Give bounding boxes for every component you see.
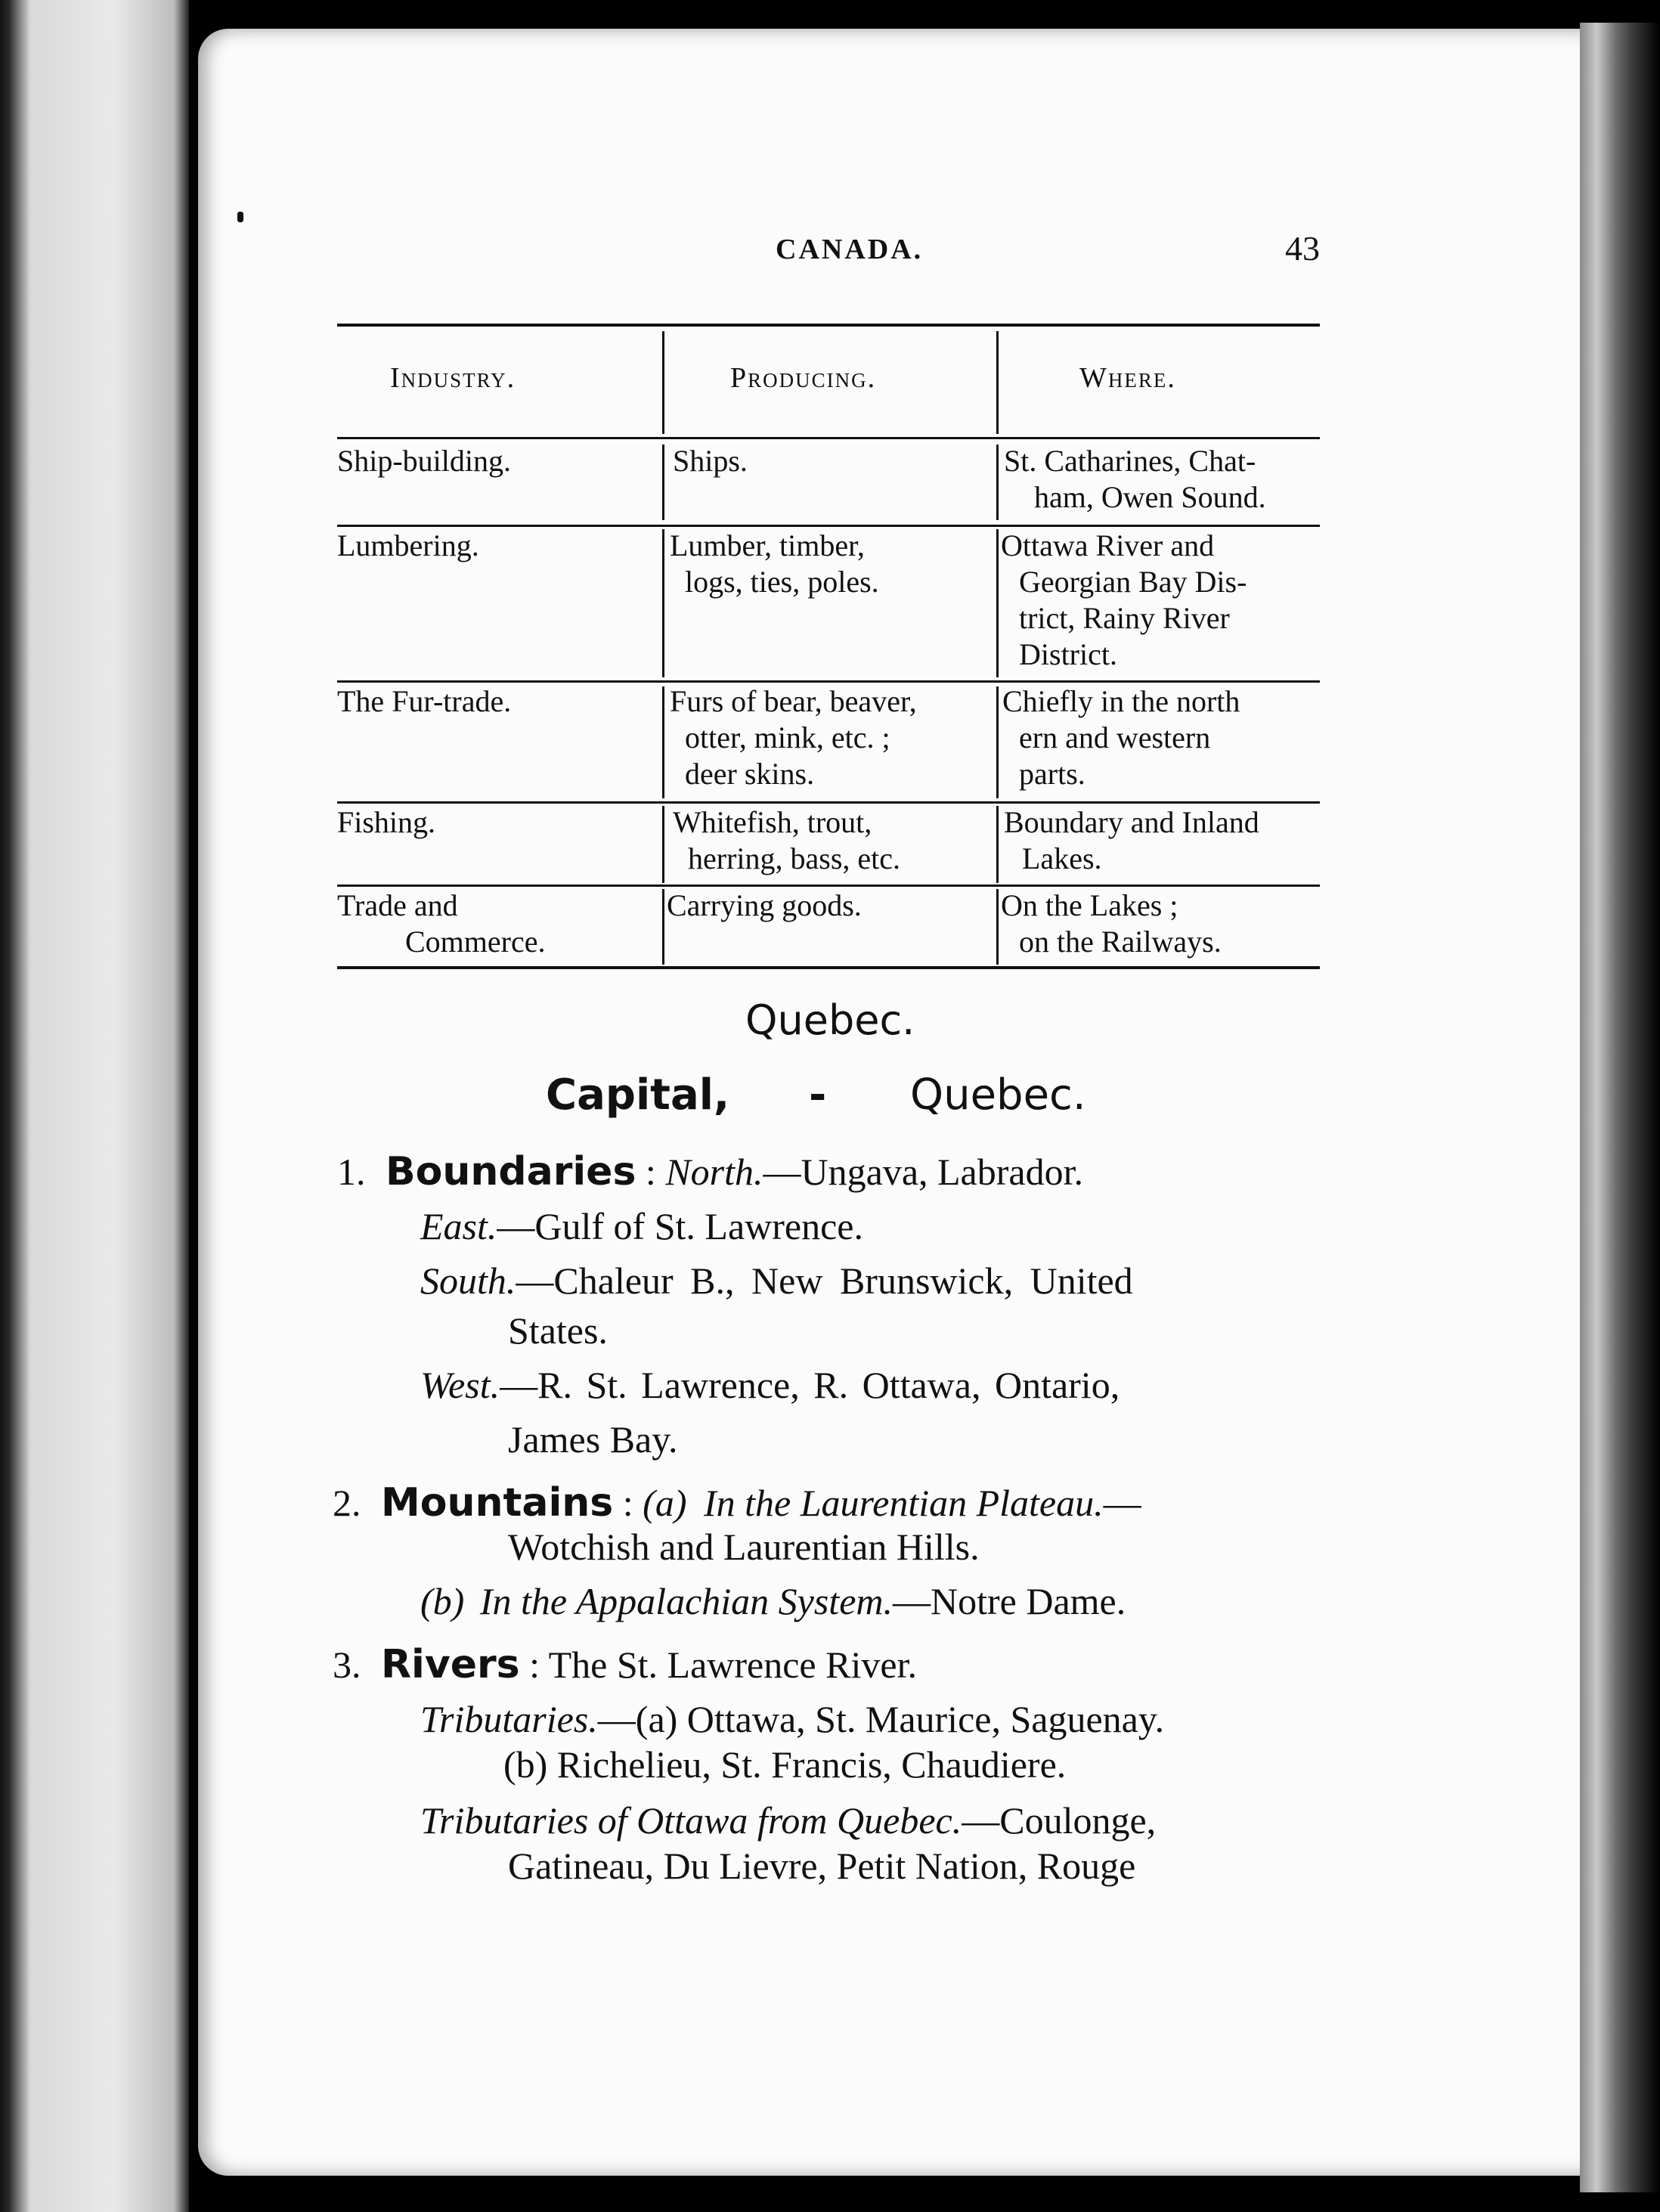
item-number: 3. — [333, 1644, 361, 1686]
row-divider — [996, 686, 999, 798]
item-heading: Mountains — [381, 1480, 614, 1526]
heading-colon: : — [636, 1151, 666, 1193]
item-heading: Rivers — [381, 1642, 520, 1687]
sub-marker: (b) — [420, 1580, 465, 1622]
direction-label: North. — [665, 1151, 763, 1193]
item-number: 2. — [333, 1482, 361, 1524]
industry-table — [337, 324, 1320, 968]
sub-text: —(a) Ottawa, St. Maurice, Saguenay. — [597, 1698, 1165, 1740]
row-divider — [996, 889, 999, 965]
capital-separator: - — [809, 1070, 827, 1120]
boundaries-west — [420, 1362, 1120, 1408]
table-cell: Boundary and Inland — [1004, 805, 1259, 839]
direction-text: —Chaleur B., New Brunswick, United — [516, 1259, 1133, 1302]
table-cell: Fishing. — [337, 805, 436, 839]
boundaries-east — [420, 1204, 863, 1249]
table-cell: ern and western — [1019, 720, 1211, 754]
row-divider — [662, 686, 664, 798]
direction-text: —Gulf of St. Lawrence. — [497, 1205, 863, 1247]
item-text: The St. Lawrence River. — [548, 1644, 917, 1686]
table-row-rule — [337, 525, 1320, 527]
table-cell: herring, bass, etc. — [688, 841, 901, 875]
sub-marker: (a) — [643, 1482, 687, 1524]
mountains-line — [333, 1480, 1141, 1526]
table-cell: Commerce. — [405, 925, 546, 959]
section-title: Quebec. — [745, 996, 915, 1044]
page-number: 43 — [1285, 229, 1320, 268]
direction-label: West. — [420, 1364, 500, 1406]
table-cell: Ottawa River and — [1001, 528, 1215, 562]
table-cell: Ship-building. — [337, 444, 512, 478]
table-cell: District. — [1019, 637, 1117, 671]
table-cell: deer skins. — [685, 757, 815, 791]
capital-label: Capital, — [546, 1070, 730, 1120]
table-cell: ham, Owen Sound. — [1034, 480, 1266, 514]
boundaries-south — [420, 1258, 1133, 1303]
capital-value: Quebec. — [910, 1070, 1086, 1120]
table-cell: trict, Rainy River — [1019, 601, 1230, 635]
direction-label: East. — [420, 1205, 497, 1247]
table-cell: Ships. — [673, 444, 748, 478]
table-cell: otter, mink, etc. ; — [685, 720, 890, 754]
sub-text: —Notre Dame. — [893, 1580, 1126, 1622]
col-header-producing: Producing. — [730, 362, 877, 394]
table-cell: On the Lakes ; — [1001, 888, 1178, 922]
facing-page-edge — [0, 0, 189, 2212]
row-divider — [662, 806, 664, 883]
table-cell: The Fur-trade. — [337, 684, 512, 718]
item-number: 1. — [337, 1151, 366, 1193]
rivers-ottawa-cont: Gatineau, Du Lievre, Petit Nation, Rouge — [508, 1845, 1136, 1887]
direction-text: —R. St. Lawrence, R. Ottawa, Ontario, — [500, 1364, 1120, 1406]
boundaries-south-cont: States. — [508, 1309, 608, 1352]
table-cell: St. Catharines, Chat- — [1004, 444, 1256, 478]
table-bottom-rule — [337, 966, 1320, 969]
mountains-b — [420, 1578, 1126, 1624]
boundaries-line — [337, 1149, 1083, 1194]
mountains-a-cont: Wotchish and Laurentian Hills. — [508, 1526, 980, 1568]
boundaries-west-cont: James Bay. — [508, 1418, 678, 1461]
rivers-tributaries-cont: (b) Richelieu, St. Francis, Chaudiere. — [503, 1743, 1067, 1786]
table-row-rule — [337, 680, 1320, 683]
col-header-industry: Industry. — [390, 362, 516, 394]
rivers-line — [333, 1642, 917, 1687]
sub-dash: — — [1103, 1482, 1141, 1524]
table-col-divider — [996, 331, 999, 434]
row-divider — [996, 529, 999, 677]
table-cell: Trade and — [337, 888, 458, 922]
table-cell: logs, ties, poles. — [685, 565, 879, 599]
row-divider — [996, 806, 999, 883]
table-col-divider — [662, 331, 664, 434]
table-cell: Carrying goods. — [667, 888, 862, 922]
col-header-where: Where. — [1079, 362, 1176, 394]
item-heading: Boundaries — [386, 1149, 636, 1194]
table-cell: Georgian Bay Dis- — [1019, 565, 1247, 599]
table-cell: on the Railways. — [1019, 925, 1222, 959]
rivers-ottawa-tributaries — [420, 1798, 1156, 1843]
table-top-rule — [337, 324, 1320, 327]
table-cell: Whitefish, trout, — [673, 805, 872, 839]
direction-label: South. — [420, 1259, 516, 1302]
table-row-rule — [337, 884, 1320, 887]
table-cell: Chiefly in the north — [1002, 684, 1240, 718]
row-divider — [662, 445, 664, 520]
page-stack-edge — [1580, 23, 1660, 2192]
table-header-rule — [337, 437, 1320, 439]
table-cell: Lakes. — [1022, 841, 1102, 875]
sub-text: —Coulonge, — [962, 1799, 1157, 1842]
sub-label: In the Laurentian Plateau. — [703, 1482, 1104, 1524]
row-divider — [662, 889, 664, 965]
table-cell: parts. — [1019, 757, 1086, 791]
table-row-rule — [337, 801, 1320, 804]
table-cell: Lumbering. — [337, 528, 479, 562]
row-divider — [996, 445, 999, 520]
row-divider — [662, 529, 664, 677]
table-cell: Lumber, timber, — [670, 528, 865, 562]
ink-speck — [237, 212, 243, 222]
sub-label: Tributaries of Ottawa from Quebec. — [420, 1799, 962, 1842]
running-head: CANADA. — [776, 234, 924, 265]
rivers-tributaries — [420, 1696, 1164, 1742]
table-cell: Furs of bear, beaver, — [670, 684, 917, 718]
direction-text: —Ungava, Labrador. — [763, 1151, 1083, 1193]
sub-label: Tributaries. — [420, 1698, 598, 1740]
heading-colon: : — [613, 1482, 643, 1524]
sub-label: In the Appalachian System. — [479, 1580, 893, 1622]
heading-colon: : — [519, 1644, 549, 1686]
